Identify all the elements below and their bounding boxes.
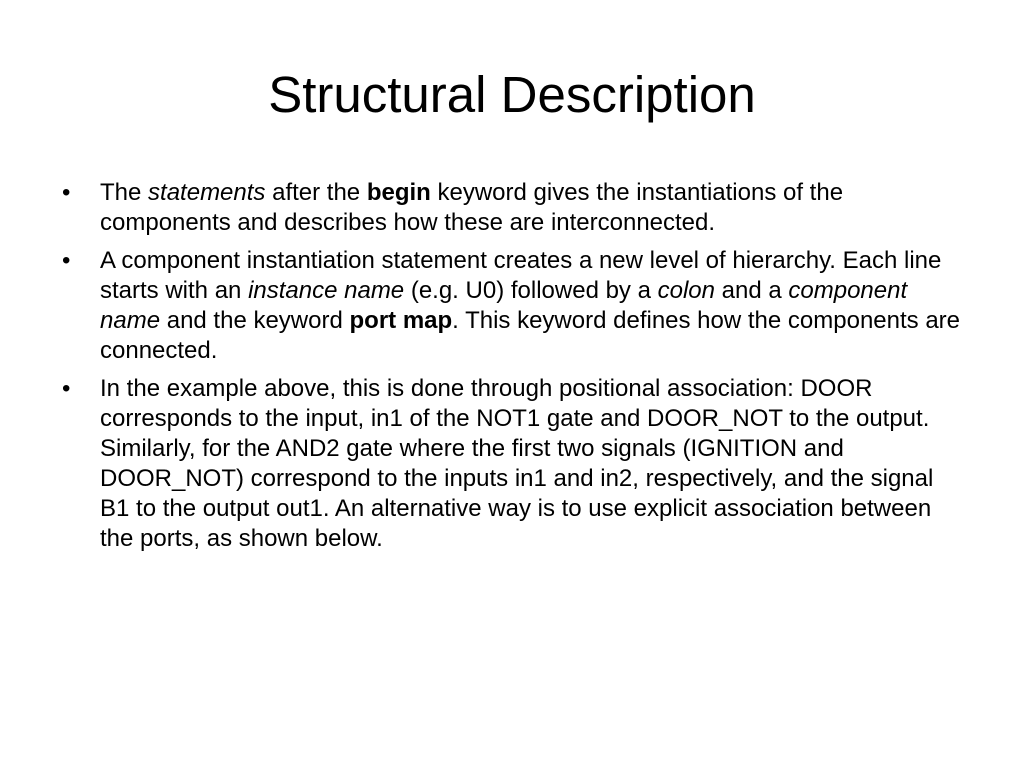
bullet-text-segment: statements (148, 179, 266, 206)
bullet-text-segment: (e.g. U0) followed by a (404, 277, 658, 304)
bullet-text-segment: instance name (248, 277, 405, 304)
bullet-text-segment: colon (657, 277, 715, 304)
bullet-text-segment: The (100, 179, 149, 206)
bullet-text-segment: keyword gives the instantiations of the components and describes how these are interconnected. (100, 179, 844, 236)
bullet-text-segment: . This keyword defines how the components are connected. (100, 307, 961, 364)
bullet-text-segment: and a (714, 277, 789, 304)
bullet-dot-icon: • (62, 375, 71, 402)
bullet-list (62, 178, 962, 562)
bullet-text-segment: begin (366, 179, 431, 206)
bullet-text-segment: after the (265, 179, 367, 206)
bullet-text-segment: In the example above, this is done through positional association: DOOR corresponds to the input, in1 of the NOT1 gate and DOOR_NOT to the output. Similarly, for the AND2 gate where the first two signals (IGNITION and DOOR_NOT) correspond to the inputs in1 and in2, respectively, and the signal B1 to the output out1. An alternative way is to use explicit association between the ports, as shown below. (100, 375, 934, 552)
bullet-text-segment: and the keyword (160, 307, 350, 334)
bullet-text-segment: port map (349, 307, 453, 334)
bullet-dot-icon: • (62, 247, 71, 274)
bullet-item (62, 374, 962, 554)
bullet-item (62, 246, 962, 366)
bullet-text-segment: A component instantiation statement creates a new level of hierarchy. Each line starts with an (100, 247, 942, 304)
bullet-item (62, 178, 962, 238)
bullet-text-segment: component name (100, 277, 908, 334)
slide-title: Structural Description (268, 66, 756, 123)
bullet-dot-icon: • (62, 179, 71, 206)
